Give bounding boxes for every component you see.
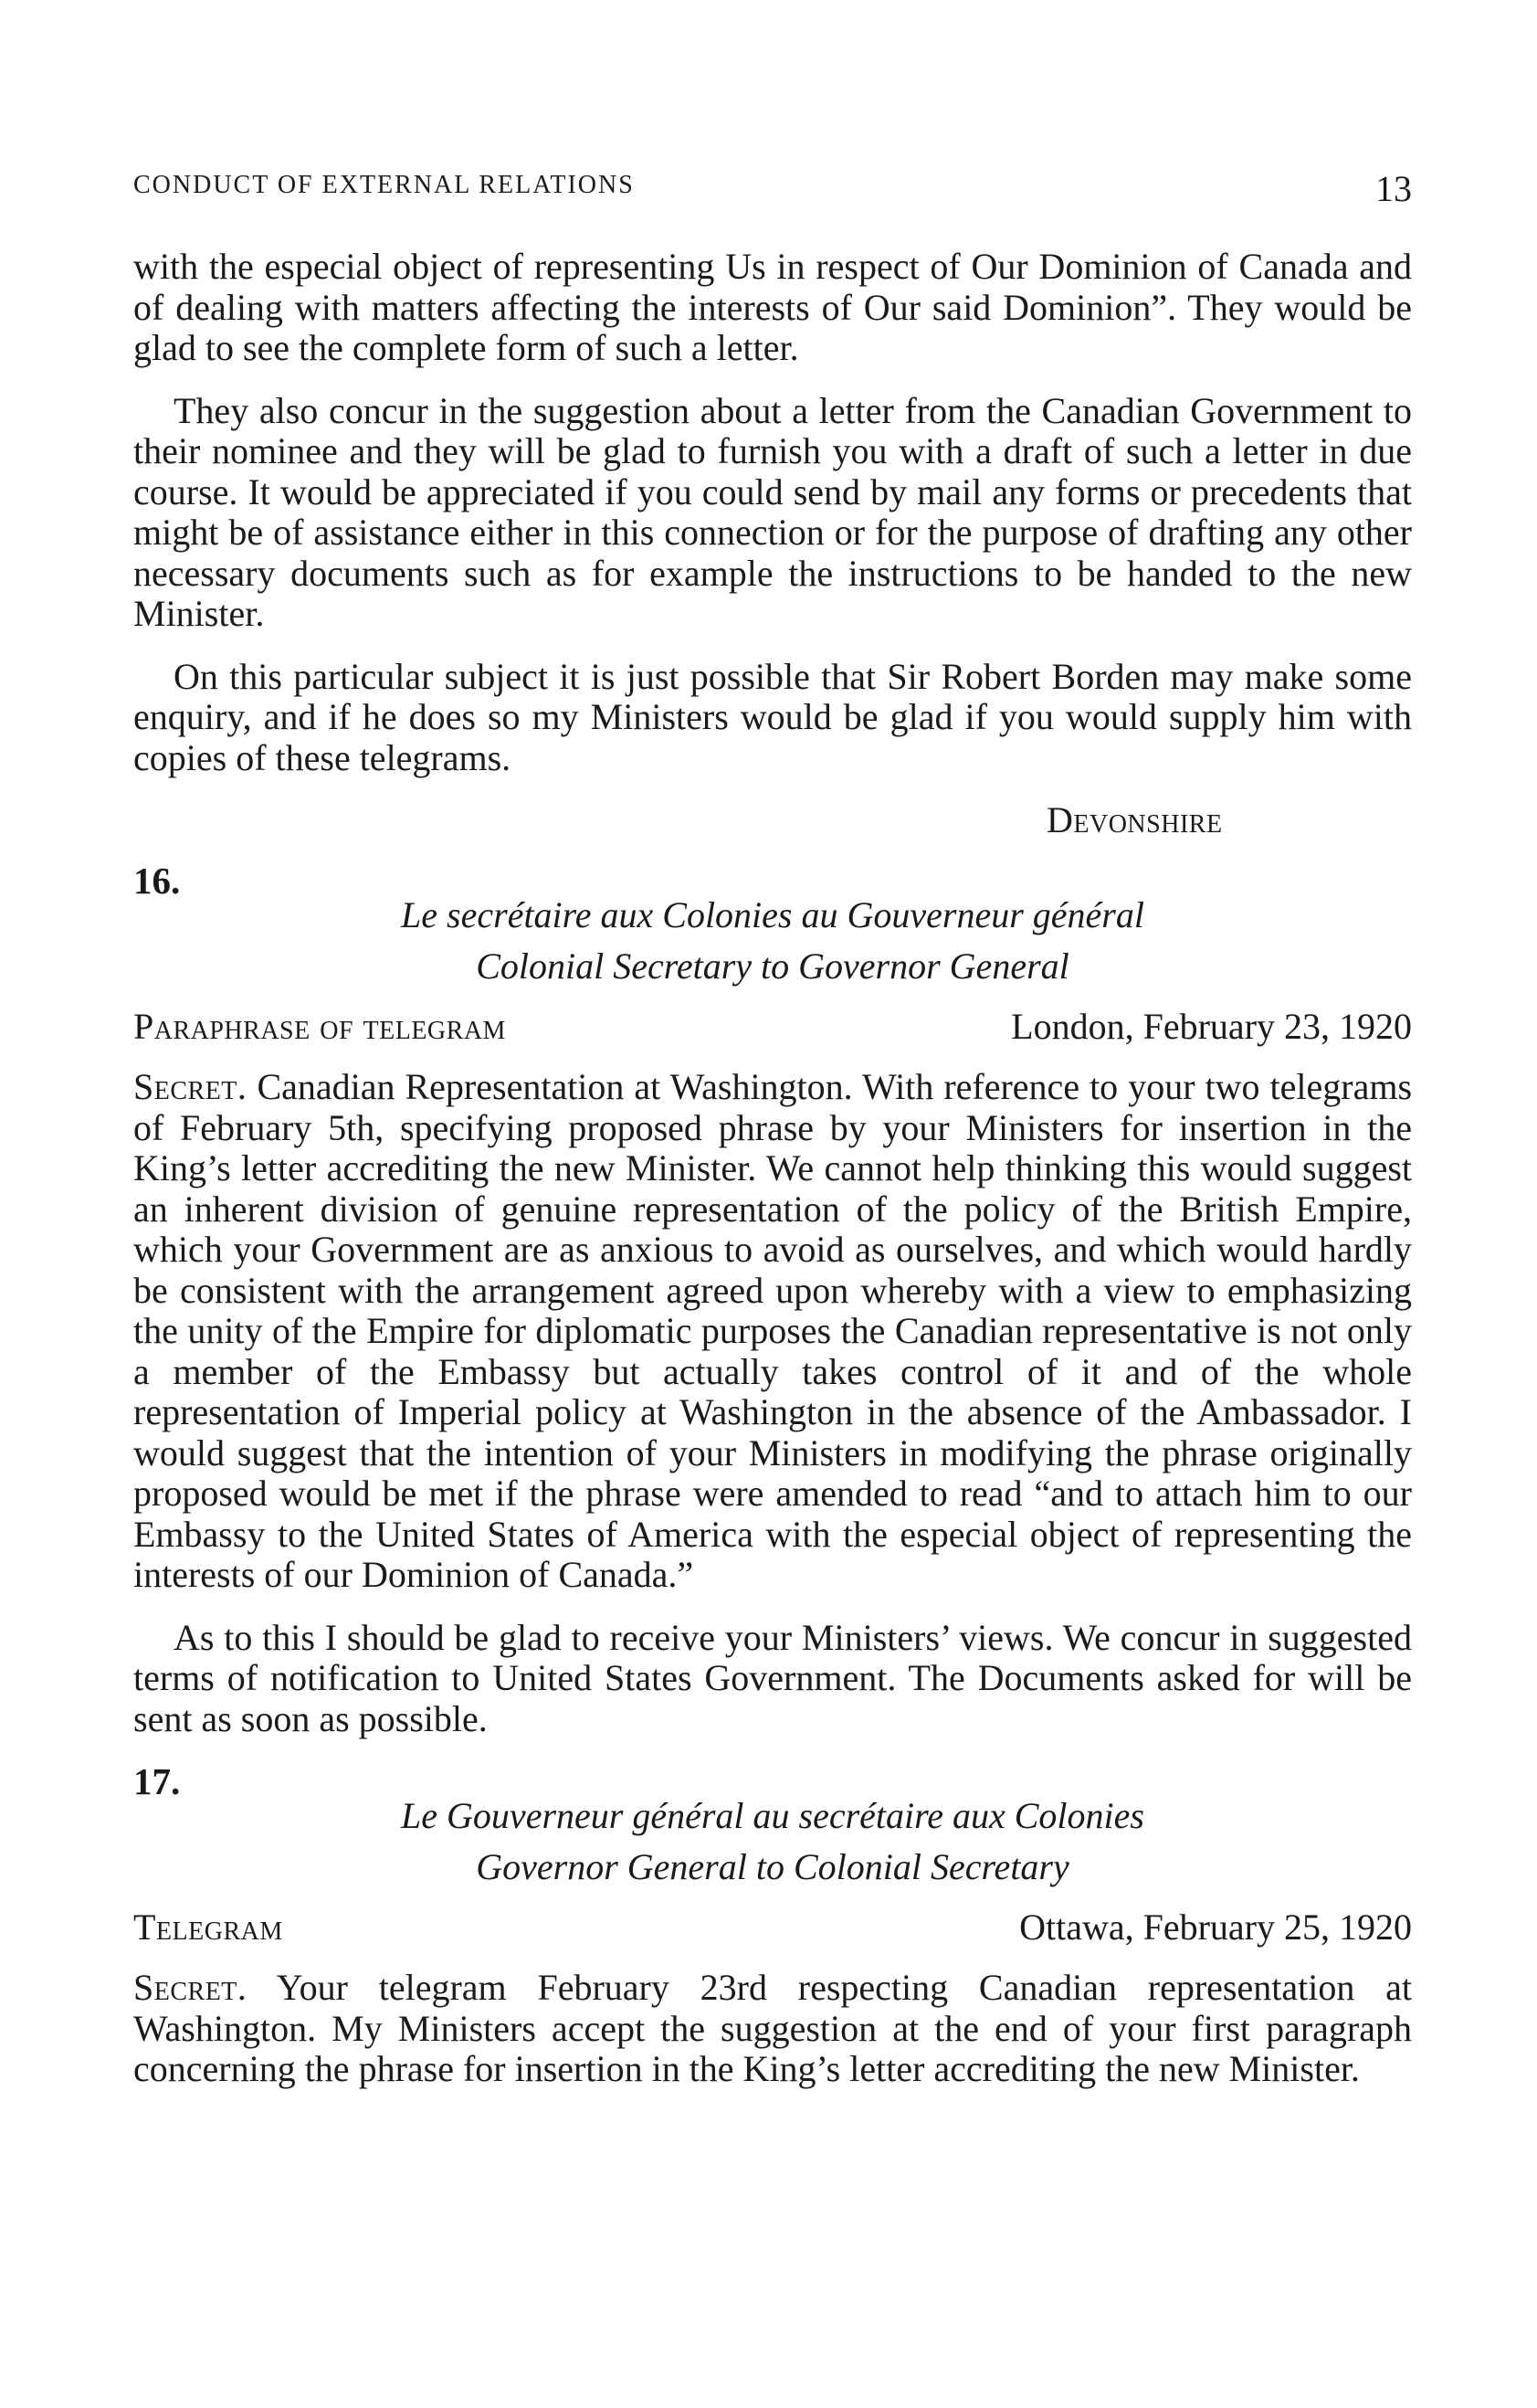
document-number: 16. bbox=[133, 860, 181, 902]
running-head bbox=[133, 167, 1412, 207]
document-17 bbox=[133, 1761, 1412, 2090]
document-paragraph bbox=[133, 1968, 1412, 2090]
document-number: 17. bbox=[133, 1760, 181, 1802]
classification-label: Secret. bbox=[133, 1967, 247, 2008]
document-title-french: Le secrétaire aux Colonies au Gouverneur général bbox=[401, 894, 1144, 935]
document-paragraph-text: Your telegram February 23rd respecting Canadian representation at Washington. My Ministers accept the suggestion at the end of your first paragraph concerning the phrase for insertion in the King’s letter accrediting the new Minister. bbox=[133, 1967, 1412, 2089]
running-title: CONDUCT OF EXTERNAL RELATIONS bbox=[133, 171, 635, 199]
signature: Devonshire bbox=[1047, 799, 1223, 840]
document-meta bbox=[133, 1005, 1412, 1049]
document-type: Paraphrase of telegram bbox=[133, 1006, 506, 1047]
document-paragraph: As to this I should be glad to receive your Ministers’ views. We concur in suggested terms of notification to United States Government. The Documents asked for will be sent as soon as possible. bbox=[133, 1616, 1412, 1739]
classification-label: Secret. bbox=[133, 1066, 247, 1107]
continuation-paragraph: On this particular subject it is just possible that Sir Robert Borden may make some enquiry, and if he does so my Ministers would be glad if you would supply him with copies of these telegrams. bbox=[133, 655, 1412, 778]
document-meta bbox=[133, 1906, 1412, 1949]
document-paragraph bbox=[133, 1067, 1412, 1596]
document-type: Telegram bbox=[133, 1906, 283, 1948]
body-text bbox=[133, 247, 1412, 2112]
continuation-paragraph: They also concur in the suggestion about a letter from the Canadian Government to their nominee and they will be glad to furnish you with a draft of such a letter in due course. It would be appreciated if you could send by mail any forms or precedents that might be of assistance either in this connection or for the purpose of drafting any other necessary documents such as for example the instructions to be handed to the new Minister. bbox=[133, 389, 1412, 634]
document-title-french: Le Gouverneur général au secrétaire aux Colonies bbox=[401, 1795, 1144, 1836]
continuation-paragraph: with the especial object of representing Us in respect of Our Dominion of Canada and of dealing with matters affecting the interests of Our said Dominion”. They would be glad to see the complete form of such a letter. bbox=[133, 246, 1412, 368]
document-paragraph-text: Canadian Representation at Washington. With reference to your two telegrams of February 5th, specifying proposed phrase by your Ministers for insertion in the King’s letter accrediting the new Minister. We cannot help thinking this would suggest an inherent division of genuine representation of the policy of the British Empire, which your Government are as anxious to avoid as ourselves, and which would hardly be consistent with the arrangement agreed upon whereby with a view to emphasizing the unity of the Empire for diplomatic purposes the Canadian representative is not only a member of the Embassy but actually takes control of it and of the whole representation of Imperial policy at Washington in the absence of the Ambassador. I would suggest that the intention of your Ministers in modifying the phrase originally proposed would be met if the phrase were amended to read “and to attach him to our Embassy to the United States of America with the especial object of representing the interests of our Dominion of Canada.” bbox=[133, 1066, 1413, 1595]
place-date: Ottawa, February 25, 1920 bbox=[1019, 1906, 1412, 1948]
place-date: London, February 23, 1920 bbox=[1011, 1006, 1412, 1047]
page-number: 13 bbox=[1375, 168, 1412, 209]
document-title-english: Governor General to Colonial Secretary bbox=[476, 1846, 1069, 1887]
document-16 bbox=[133, 861, 1412, 1739]
document-title-english: Colonial Secretary to Governor General bbox=[476, 945, 1069, 987]
